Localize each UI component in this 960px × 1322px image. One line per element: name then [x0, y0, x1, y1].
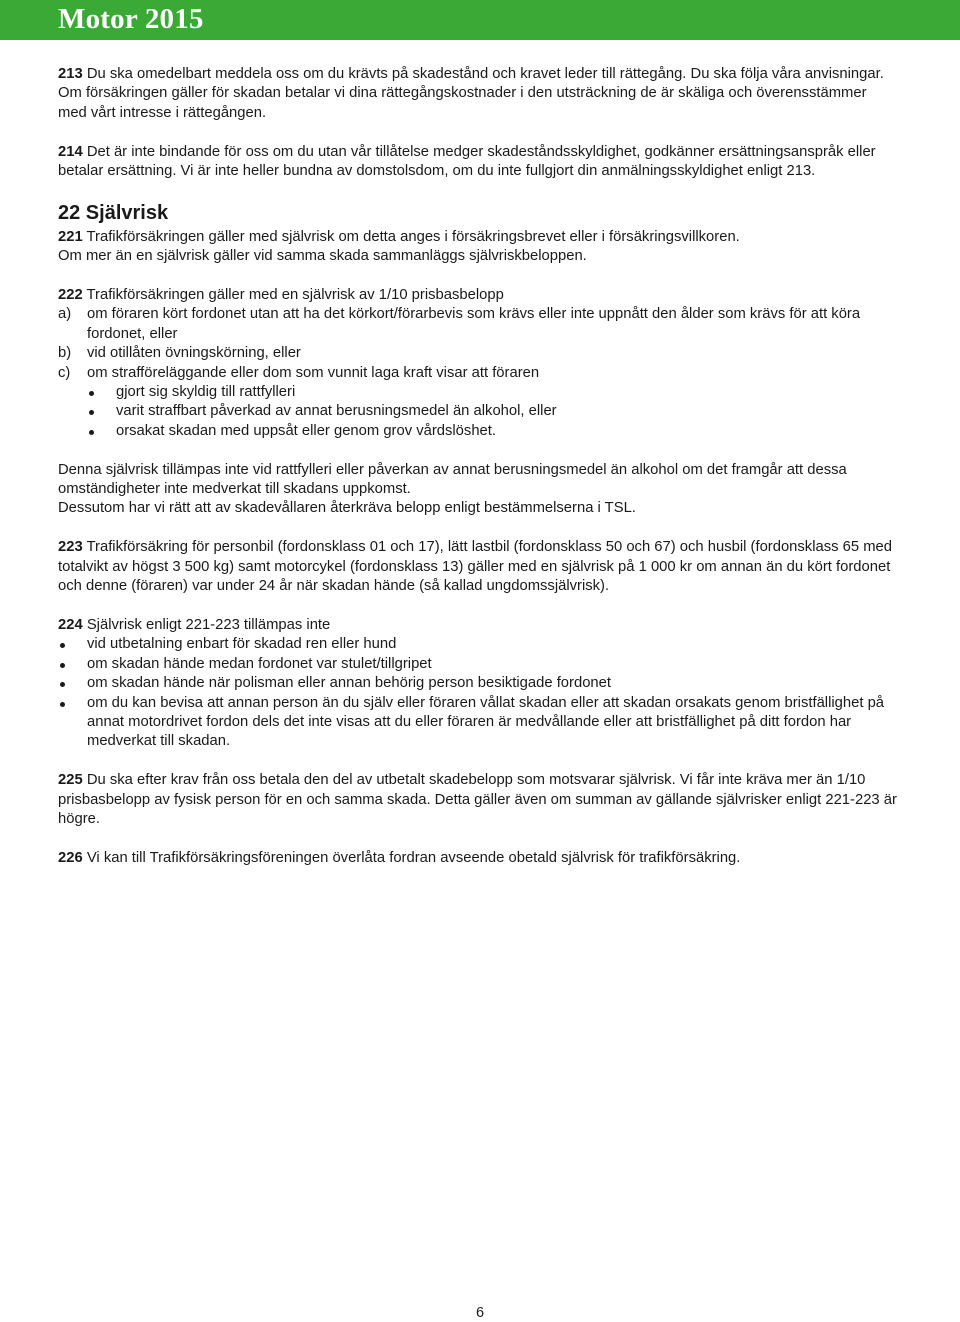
paragraph-223 [58, 538, 898, 596]
list-item-a [58, 305, 898, 344]
bullet-icon [58, 674, 87, 693]
clause-number: 213 [58, 66, 83, 82]
bullet-item [58, 422, 898, 441]
bullet-text: varit straffbart påverkad av annat berusningsmedel än alkohol, eller [116, 403, 557, 420]
paragraph-226 [58, 849, 898, 868]
bullet-item [58, 402, 898, 421]
list-item-b [58, 344, 898, 363]
list-item-text: vid otillåten övningskörning, eller [87, 345, 301, 362]
bullet-item [58, 694, 898, 752]
bullet-icon [87, 383, 116, 402]
clause-text: Trafikförsäkring för personbil (fordonsklass 01 och 17), lätt lastbil (fordonsklass 50 och 67) och husbil (fordonsklass 65 med totalvikt av högst 3 500 kg) samt motorcykel (fordonsklass 13) gäller med en självrisk på 1 000 kr om annan än du kört fordonet och denne (föraren) var under 24 år när skadan hände (så kallad ungdomssjälvrisk). [58, 539, 892, 595]
paragraph-213 [58, 65, 898, 123]
clause-number: 222 [58, 287, 83, 304]
bullet-icon [58, 694, 87, 752]
clause-text: Det är inte bindande för oss om du utan vår tillåtelse medger skadeståndsskyldighet, godkänner ersättningsanspråk eller betalar ersättning. Vi är inte heller bundna av domstolsdom, om du inte fullgjort din anmälningsskyldighet enligt 213. [58, 143, 876, 180]
bullet-item [58, 655, 898, 674]
bullet-text: vid utbetalning enbart för skadad ren eller hund [87, 636, 397, 653]
paragraph-222-recourse: Dessutom har vi rätt att av skadevållaren återkräva belopp enligt bestämmelserna i TSL. [58, 500, 636, 517]
bullet-icon [58, 635, 87, 654]
clause-text: Självrisk enligt 221-223 tillämpas inte [82, 616, 331, 633]
page-number: 6 [475, 1305, 485, 1321]
paragraph-214 [58, 143, 898, 182]
clause-text: Du ska omedelbart meddela oss om du krävts på skadestånd och kravet leder till rättegång. Du ska följa våra anvisningar. Om försäkringen gäller för skadan betalar vi dina rättegångskostnader i den utsträckning de är skäliga och överensstämmer med vårt intresse i rättegången. [58, 66, 884, 121]
paragraph-221 [58, 228, 898, 247]
clause-number: 221 [58, 228, 83, 245]
document-body [58, 65, 898, 888]
paragraph-222 [58, 286, 898, 305]
paragraph-224 [58, 616, 898, 635]
document-title: Motor 2015 [58, 3, 204, 35]
bullet-icon [87, 422, 116, 441]
bullet-icon [58, 655, 87, 674]
bullet-text: om skadan hände medan fordonet var stulet/tillgripet [87, 655, 432, 672]
section-heading-sjalvrisk: 22 Självrisk [58, 201, 169, 224]
paragraph-221-line2: Om mer än en självrisk gäller vid samma skada sammanläggs självriskbeloppen. [58, 248, 587, 265]
list-item-text: om föraren kört fordonet utan att ha det körkort/förarbevis som krävs eller inte uppnått den ålder som krävs för att köra fordonet, eller [87, 306, 861, 342]
clause-number: 214 [58, 143, 83, 160]
clause-number: 224 [58, 616, 83, 633]
list-item-text: om strafföreläggande eller dom som vunnit laga kraft visar att föraren [87, 364, 540, 381]
paragraph-225 [58, 771, 898, 829]
clause-text: Du ska efter krav från oss betala den del av utbetalt skadebelopp som motsvarar självrisk. Vi får inte kräva mer än 1/10 prisbasbelopp av fysisk person för en och samma skada. Detta gäller även om summan av gällande självrisker enligt 221-223 är högre. [58, 772, 897, 827]
clause-number: 226 [58, 849, 83, 866]
clause-number: 223 [58, 539, 83, 556]
bullet-item [58, 674, 898, 693]
bullet-item [58, 383, 898, 402]
bullet-icon [87, 402, 116, 421]
clause-number: 225 [58, 772, 83, 789]
bullet-text: orsakat skadan med uppsåt eller genom grov vårdslöshet. [116, 422, 496, 439]
clause-text: Trafikförsäkringen gäller med självrisk om detta anges i försäkringsbrevet eller i försäkringsvillkoren. [82, 228, 740, 245]
list-marker: a) [58, 306, 72, 323]
bullet-text: om du kan bevisa att annan person än du själv eller föraren vållat skadan eller att skadan orsakats genom bristfällighet på annat motordrivet fordon dels det inte visas att du eller föraren är medvållande eller att bristfällighet på ditt fordon har medverkat till skadan. [87, 694, 885, 750]
list-marker: c) [58, 364, 71, 381]
list-item-c [58, 364, 898, 383]
clause-text: Vi kan till Trafikförsäkringsföreningen överlåta fordran avseende obetald självrisk för trafikförsäkring. [82, 849, 741, 866]
clause-text: Trafikförsäkringen gäller med en självrisk av 1/10 prisbasbelopp [82, 287, 504, 304]
paragraph-222-note: Denna självrisk tillämpas inte vid rattfylleri eller påverkan av annat berusningsmedel än alkohol om det framgår att dessa omständigheter inte medverkat till skadans uppkomst. [58, 461, 847, 498]
bullet-item [58, 635, 898, 654]
list-marker: b) [58, 345, 72, 362]
bullet-text: om skadan hände när polisman eller annan behörig person besiktigade fordonet [87, 675, 611, 692]
bullet-text: gjort sig skyldig till rattfylleri [116, 384, 296, 401]
